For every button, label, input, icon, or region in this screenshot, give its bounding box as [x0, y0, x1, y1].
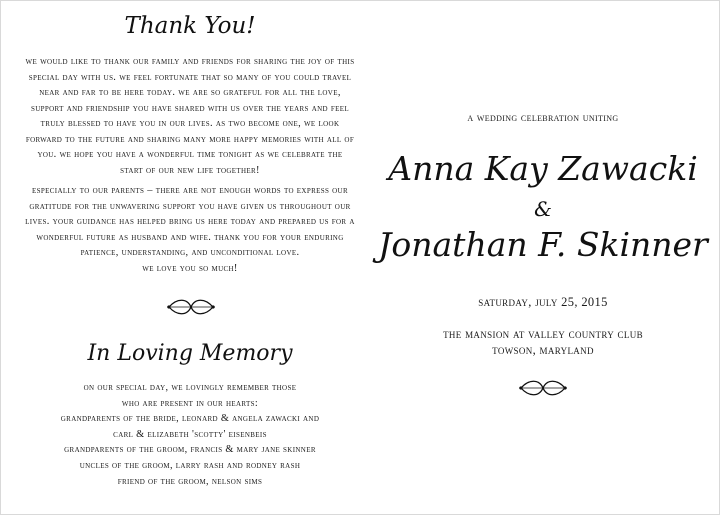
venue-location: towson, maryland [492, 343, 594, 357]
bride-grandparents-line-2: carl & elizabeth 'scotty' eisenbeis [113, 428, 267, 440]
thank-you-title: Thank You! [124, 13, 256, 39]
wedding-date: saturday, july 25, 2015 [478, 295, 608, 309]
in-loving-memory-title: In Loving Memory [87, 341, 293, 366]
scroll-flourish-icon [517, 377, 569, 399]
bride-grandparents-line-1: grandparents of the bride, leonard & angela zawacki and [60, 413, 320, 425]
parents-paragraph: especially to our parents – there are not enough words to express our gratitude for the unwavering support you have given us throughout our lives. your guidance has helped bring us here today and prepared us for a wonderful future as husband and wife. thank you for your enduring patience, understanding, and unconditional love. [25, 185, 355, 258]
groom-friend: friend of the groom, nelson sims [117, 475, 263, 487]
groom-grandparents: grandparents of the groom, francis & mary jane skinner [64, 444, 316, 456]
groom-name: Jonathan F. Skinner [378, 225, 708, 264]
thank-you-paragraph-2 [25, 183, 355, 276]
ampersand: & [534, 197, 552, 221]
thank-you-closing: we love you so much! [142, 262, 238, 274]
venue [373, 326, 713, 358]
thank-you-paragraph-1: we would like to thank our family and friends for sharing the joy of this special day with us. we feel fortunate that so many of you could travel near and far to be here today. we are so grateful for all the love, support and friendship you have shared with us over the years and feel truly blessed to have you in our lives. as two become one, we look forward to the future and sharing many more happy memories with all of you. we hope you have a wonderful time tonight as we celebrate the start of our new life together! [25, 56, 355, 176]
memory-intro-line-1: on our special day, we lovingly remember those [83, 382, 297, 393]
left-panel [19, 1, 361, 514]
celebration-subtitle: a wedding celebration uniting [467, 110, 619, 124]
memory-intro-line-2: who are present in our hearts: [121, 397, 259, 409]
right-panel [373, 1, 713, 514]
memory-list [19, 380, 361, 489]
venue-name: the mansion at valley country club [443, 327, 643, 341]
scroll-flourish-icon [165, 296, 217, 318]
groom-uncles: uncles of the groom, larry rash and rodney rash [79, 459, 301, 471]
bride-name: Anna Kay Zawacki [388, 149, 698, 188]
